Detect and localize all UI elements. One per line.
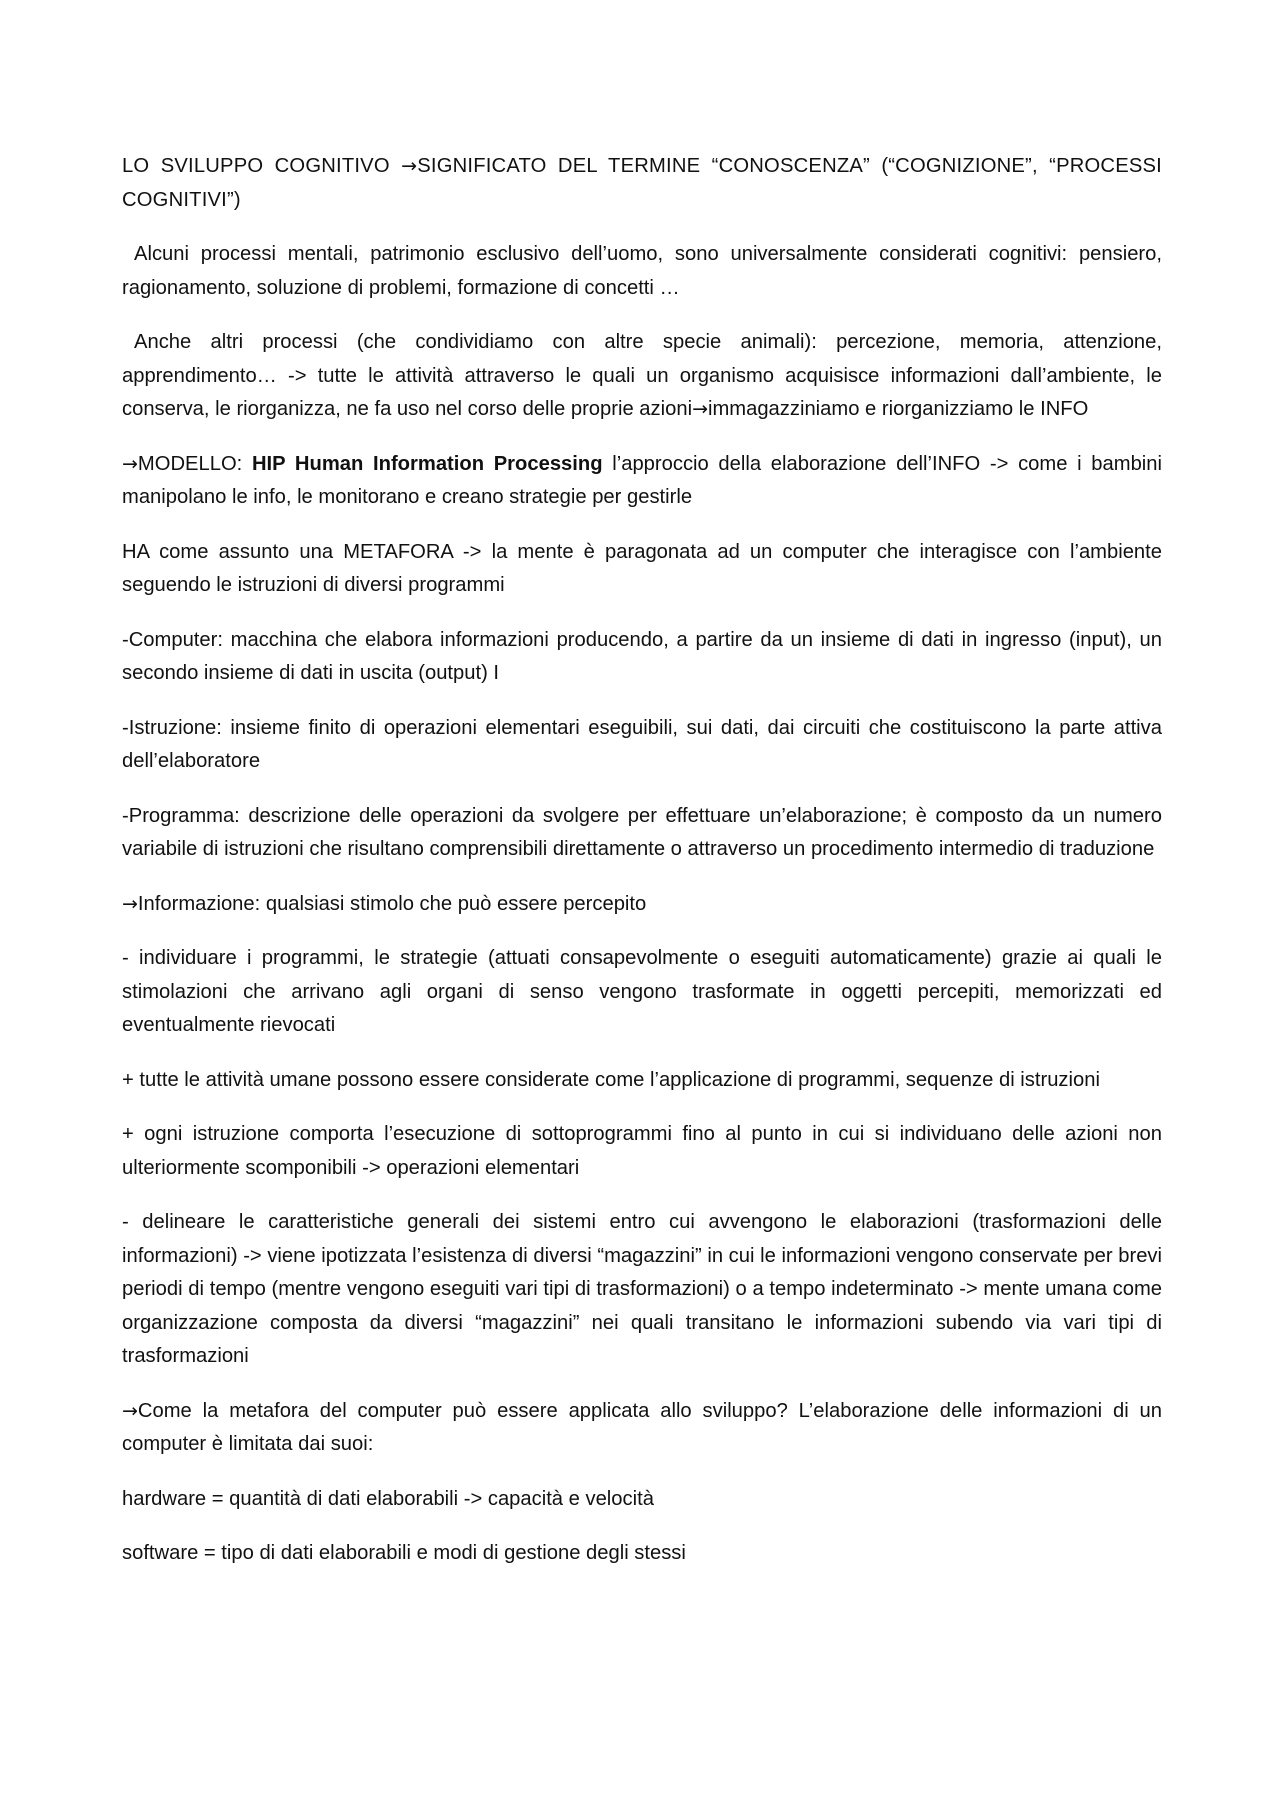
model-description: l’approccio della elaborazione dell’INFO -> come i bambini manipolano le info, le monitorano e creano strategie per gestirle [122, 452, 1162, 508]
title-subtitle: SIGNIFICATO DEL TERMINE “CONOSCENZA” (“COGNIZIONE”, “PROCESSI COGNITIVI”) [122, 155, 1162, 211]
paragraph-metaphor: HA come assunto una METAFORA -> la mente è paragonata ad un computer che interagisce con l’ambiente seguendo le istruzioni di diversi programmi [122, 540, 1162, 596]
paragraph-delineare: - delineare le caratteristiche generali dei sistemi entro cui avvengono le elaborazioni (trasformazioni delle informazioni) -> viene ipotizzata l’esistenza di diversi “magazzini” in cui le informazioni vengono conservate per brevi periodi di tempo (mentre vengono eseguiti vari tipi di trasformazioni) o a tempo indeterminato -> mente umana come organizzazione composta da diversi “magazzini” nei quali transitano le informazioni subendo via vari tipi di trasformazioni [122, 1211, 1162, 1367]
paragraph-hardware: hardware = quantità di dati elaborabili -> capacità e velocità [122, 1487, 654, 1510]
model-prefix: MODELLO: [137, 452, 252, 475]
paragraph-programma: -Programma: descrizione delle operazioni da svolgere per effettuare un’elaborazione; è composto da un numero variabile di istruzioni che risultano comprensibili direttamente o attraverso un procedimento intermedio di traduzione [122, 804, 1162, 860]
paragraph-come-metafora [122, 1395, 1162, 1462]
paragraph-mental-processes: Alcuni processi mentali, patrimonio esclusivo dell’uomo, sono universalmente considerati cognitivi: pensiero, ragionamento, soluzione di problemi, formazione di concetti … [122, 243, 1162, 299]
model-name: HIP Human Information Processing [251, 452, 603, 475]
paragraph-other-processes [122, 326, 1162, 427]
paragraph-ogni-istruzione: + ogni istruzione comporta l’esecuzione di sottoprogrammi fino al punto in cui si individuano delle azioni non ulteriormente scomponibili -> operazioni elementari [122, 1123, 1162, 1179]
paragraph-other-conclusion: immagazziniamo e riorganizziamo le INFO [707, 398, 1089, 420]
come-metafora-text: Come la metafora del computer può essere applicata allo sviluppo? L’elaborazione delle informazioni di un computer è limitata dai suoi: [122, 1399, 1162, 1455]
arrow-right-icon: → [122, 1399, 138, 1422]
paragraph-tutte-attivita: + tutte le attività umane possono essere considerate come l’applicazione di programmi, sequenze di istruzioni [122, 1068, 1100, 1091]
arrow-right-icon: → [122, 452, 138, 475]
title-text: LO SVILUPPO COGNITIVO [122, 155, 402, 177]
arrow-right-icon: → [401, 155, 418, 177]
document-page [122, 150, 1162, 1592]
paragraph-computer: -Computer: macchina che elabora informazioni producendo, a partire da un insieme di dati in ingresso (input), un secondo insieme di dati in uscita (output) I [122, 628, 1162, 684]
paragraph-other-text: Anche altri processi (che condividiamo con altre specie animali): percezione, memoria, attenzione, apprendimento… -> tutte le attività attraverso le quali un organismo acquisisce informazioni dall’ambiente, le conserva, le riorganizza, ne fa uso nel corso delle proprie azioni [122, 331, 1162, 420]
arrow-right-icon: → [122, 892, 138, 915]
arrow-right-icon: → [692, 398, 708, 420]
paragraph-model [122, 448, 1162, 515]
document-title [122, 150, 1162, 217]
informazione-text: Informazione: qualsiasi stimolo che può essere percepito [137, 892, 647, 915]
paragraph-software: software = tipo di dati elaborabili e modi di gestione degli stessi [122, 1542, 686, 1564]
paragraph-istruzione: -Istruzione: insieme finito di operazioni elementari eseguibili, sui dati, dai circuiti che costituiscono la parte attiva dell’elaboratore [122, 716, 1162, 772]
paragraph-individuare: - individuare i programmi, le strategie (attuati consapevolmente o eseguiti automaticamente) grazie ai quali le stimolazioni che arrivano agli organi di senso vengono trasformate in oggetti percepiti, memorizzati ed eventualmente rievocati [122, 947, 1162, 1036]
paragraph-informazione [122, 888, 1162, 922]
